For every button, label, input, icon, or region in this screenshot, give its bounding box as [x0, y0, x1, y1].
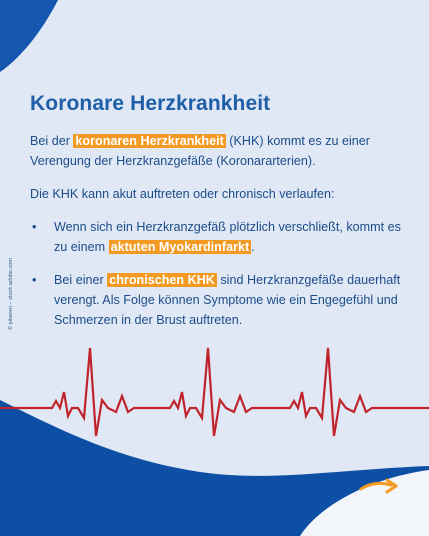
- highlight-myokardinfarkt: aktuten Myokardinfarkt: [110, 240, 250, 254]
- bullet-item-chronic: [30, 270, 415, 330]
- top-left-wave: [0, 0, 58, 72]
- highlight-chronische-khk: chronischen KHK: [109, 273, 215, 287]
- content-block: [30, 131, 415, 343]
- arrow-right-icon[interactable]: [358, 476, 400, 498]
- bullet-text-pre: Wenn sich ein Herzkranzgefäß plötzlich verschließt, kommt es zu einem: [54, 220, 401, 254]
- bullet-text-post: sind Herzkranzgefäße dauerhaft verengt. Als Folge können Symptome wie ein Engegefühl und Schmerzen in der Brust auftreten.: [54, 273, 401, 327]
- khk-types-paragraph: Die KHK kann akut auftreten oder chronisch verlaufen:: [30, 187, 335, 201]
- highlight-koronaren-herzkrankheit: koronaren Herzkrankheit: [75, 134, 224, 148]
- bullet-item-acute: [30, 217, 415, 257]
- intro-paragraph: [30, 131, 415, 171]
- intro-text-post: (KHK) kommt es zu einer Verengung der Herzkranzgefäße (Koronararterien).: [30, 134, 370, 168]
- bullet-text-post: .: [251, 240, 255, 254]
- intro-text-pre: Bei der: [30, 134, 74, 148]
- heartbeat-line-icon: [0, 340, 429, 440]
- page-title: Koronare Herzkrankheit: [30, 92, 271, 115]
- bullet-list: [30, 217, 415, 330]
- bullet-text-pre: Bei einer: [54, 273, 108, 287]
- image-credit: © pilawen – stock.adobe.com: [8, 258, 14, 330]
